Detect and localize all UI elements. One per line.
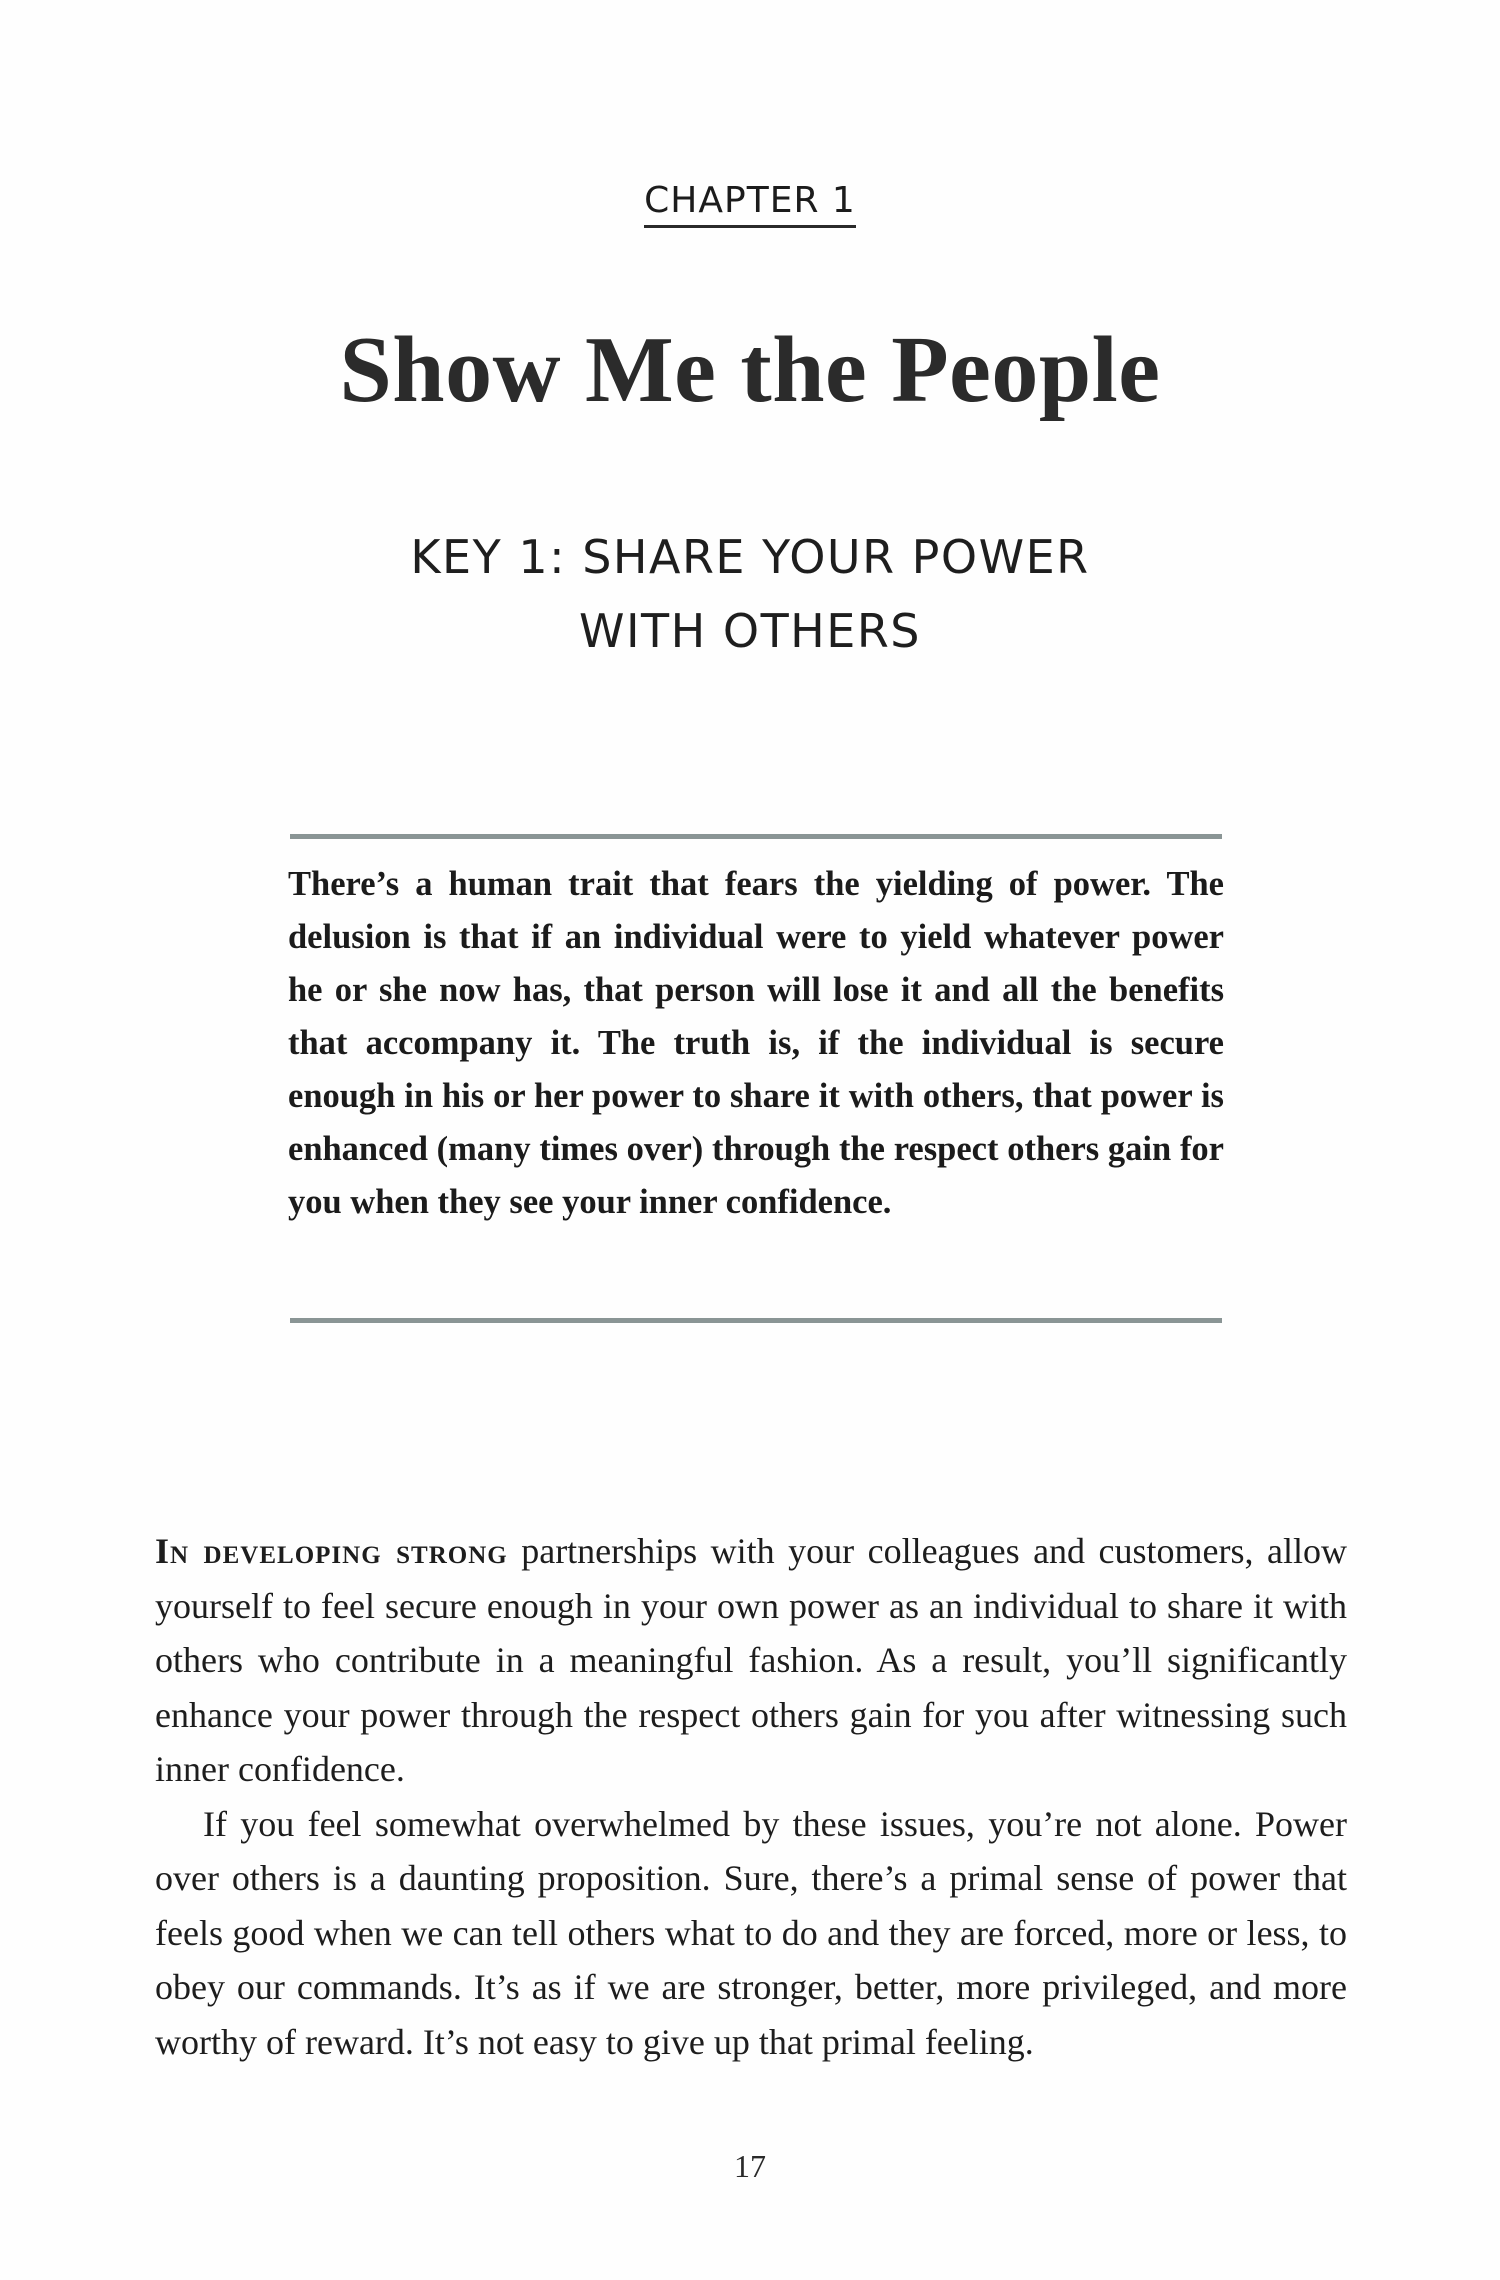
key-heading xyxy=(0,520,1500,668)
chapter-label xyxy=(0,180,1500,228)
chapter-label-text: CHAPTER 1 xyxy=(644,180,856,228)
epigraph-text: There’s a human trait that fears the yielding of power. The delusion is that if an individual were to yield whatever power he or she now has, that person will lose it and all the benefits that accompany it. The truth is, if the individual is secure enough in his or her power to share it with others, that power is enhanced (many times over) through the respect others gain for you when they see your inner confidence. xyxy=(288,865,1224,1221)
key-heading-line-1: KEY 1: SHARE YOUR POWER xyxy=(410,530,1090,584)
body-text xyxy=(155,1524,1347,2069)
key-heading-line-2: WITH OTHERS xyxy=(579,604,921,658)
epigraph-top-rule xyxy=(290,834,1222,839)
body-paragraph-2: If you feel somewhat overwhelmed by these issues, you’re not alone. Power over others is a daunting proposition. Sure, there’s a primal sense of power that feels good when we can tell others what to do and they are forced, more or less, to obey our commands. It’s as if we are stronger, better, more privileged, and more worthy of reward. It’s not easy to give up that primal feeling. xyxy=(155,1803,1347,2062)
chapter-title: Show Me the People xyxy=(339,318,1161,422)
page-number: 17 xyxy=(734,2148,766,2184)
paragraph-lead-in: In developing strong xyxy=(155,1531,508,1571)
epigraph-bottom-rule xyxy=(290,1318,1222,1323)
paragraph-1-text: partnerships with your colleagues and customers, allow yourself to feel secure enough in your own power as an individual to share it with others who contribute in a meaningful fashion. As a result, you’ll significantly enhance your power through the respect others gain for you after witnessing such inner confidence. xyxy=(155,1531,1347,1789)
body-paragraph-1 xyxy=(155,1524,1347,1797)
